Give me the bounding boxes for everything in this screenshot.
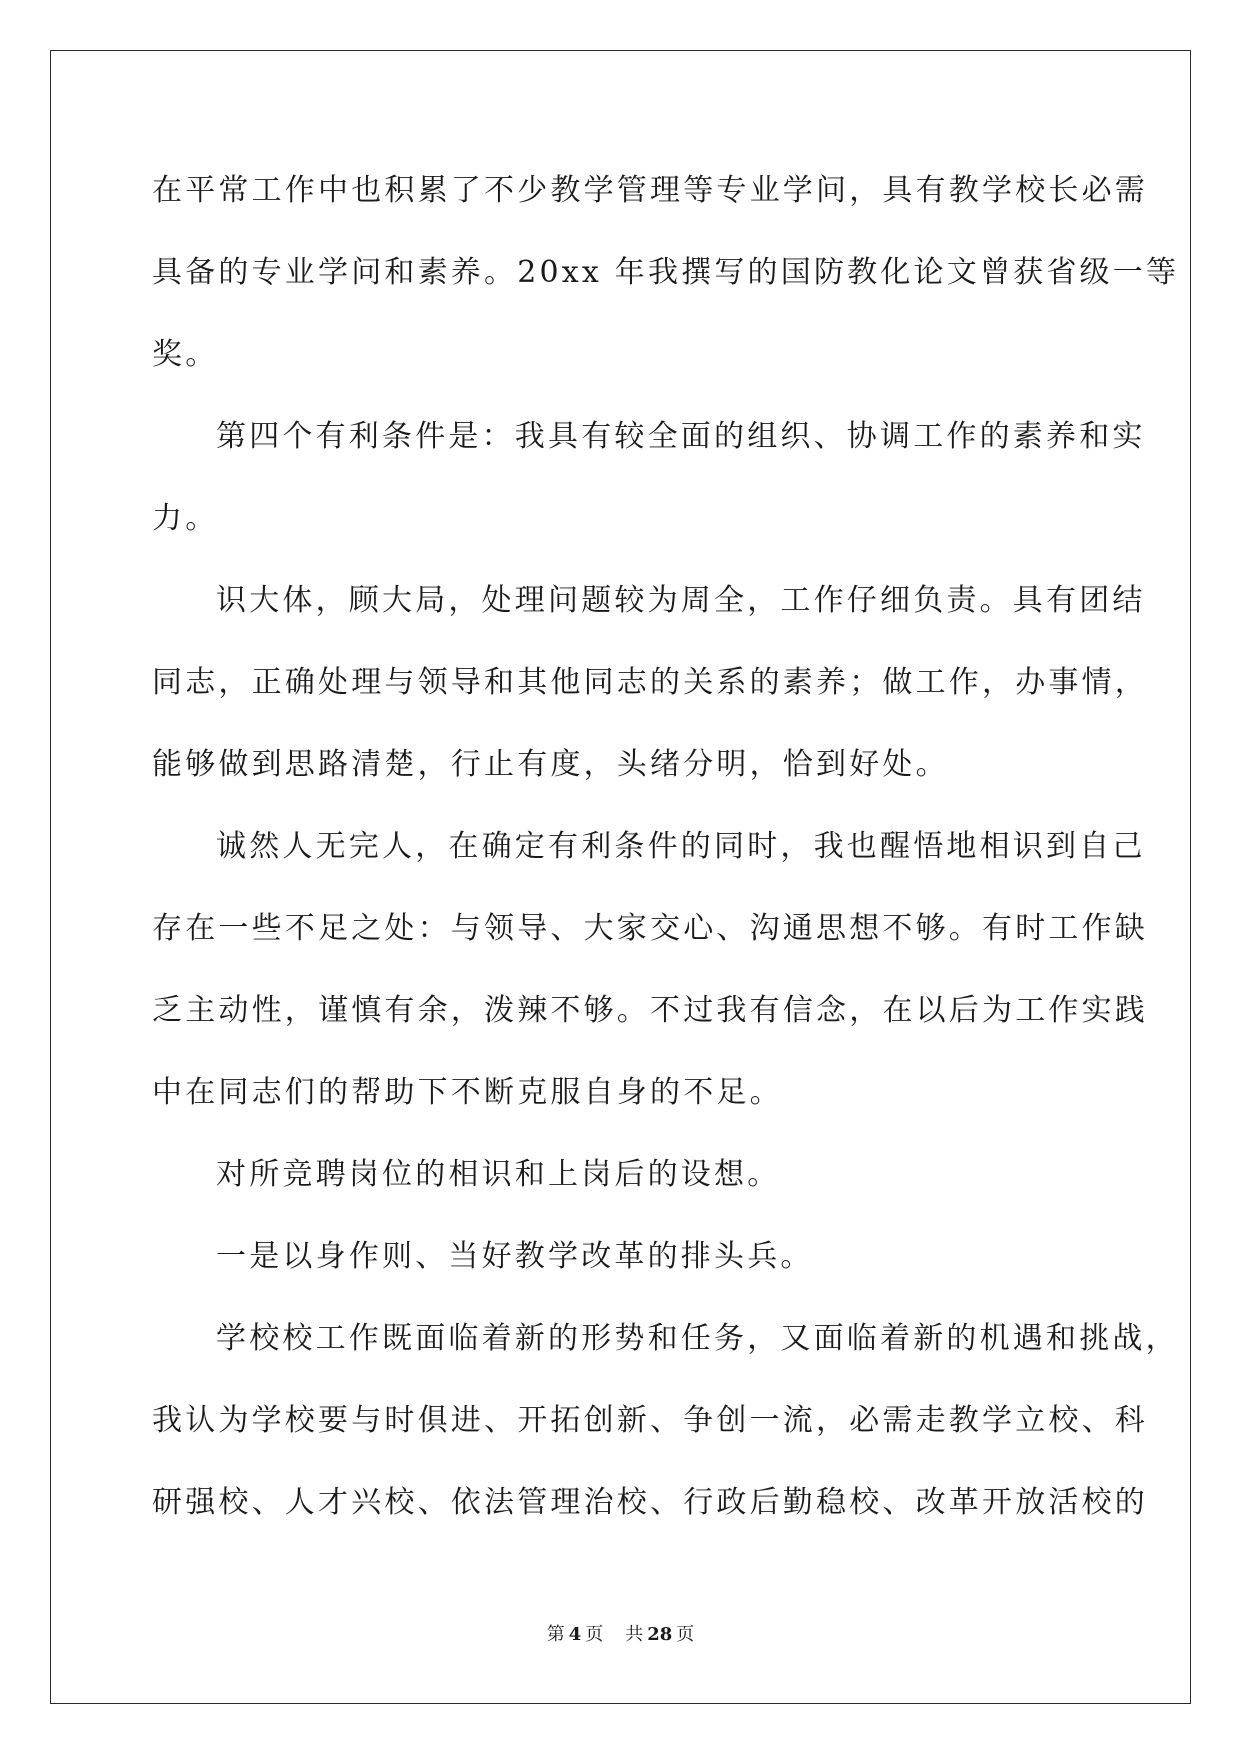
text-line: 研强校、人才兴校、依法管理治校、行政后勤稳校、改革开放活校的: [152, 1485, 1148, 1520]
text-line: 能够做到思路清楚，行止有度，头绪分明，恰到好处。: [152, 747, 949, 782]
text-line: 学校校工作既面临着新的形势和任务，又面临着新的机遇和挑战，: [216, 1321, 1179, 1356]
text-line: 一是以身作则、当好教学改革的排头兵。: [216, 1239, 814, 1274]
text-line: 力。: [152, 501, 219, 536]
text-line: 乏主动性，谨慎有余，泼辣不够。不过我有信念，在以后为工作实践: [152, 993, 1148, 1028]
text-line: 具备的专业学问和素养。20xx 年我撰写的国防教化论文曾获省级一等: [152, 255, 1180, 290]
text-line: 同志，正确处理与领导和其他同志的关系的素养；做工作，办事情，: [152, 665, 1148, 700]
text-line: 在平常工作中也积累了不少教学管理等专业学问，具有教学校长必需: [152, 173, 1148, 208]
page-footer: [0, 1620, 1241, 1646]
text-line: 存在一些不足之处：与领导、大家交心、沟通思想不够。有时工作缺: [152, 911, 1148, 946]
total-prefix: 共: [625, 1624, 644, 1645]
text-line: 奖。: [152, 337, 219, 372]
page-suffix: 页: [585, 1624, 604, 1645]
text-line: 对所竞聘岗位的相识和上岗后的设想。: [216, 1157, 781, 1192]
text-line: 我认为学校要与时俱进、开拓创新、争创一流，必需走教学立校、科: [152, 1403, 1148, 1438]
document-body: [152, 160, 1180, 1554]
text-line: 中在同志们的帮助下不断克服自身的不足。: [152, 1075, 783, 1110]
page-prefix: 第: [546, 1624, 565, 1645]
text-line: 识大体，顾大局，处理问题较为周全，工作仔细负责。具有团结: [216, 583, 1146, 618]
text-line: 第四个有利条件是：我具有较全面的组织、协调工作的素养和实: [216, 419, 1146, 454]
total-suffix: 页: [676, 1624, 695, 1645]
text-line: 诚然人无完人，在确定有利条件的同时，我也醒悟地相识到自己: [216, 829, 1146, 864]
total-pages: 28: [647, 1624, 673, 1645]
page-number: 4: [568, 1624, 582, 1645]
